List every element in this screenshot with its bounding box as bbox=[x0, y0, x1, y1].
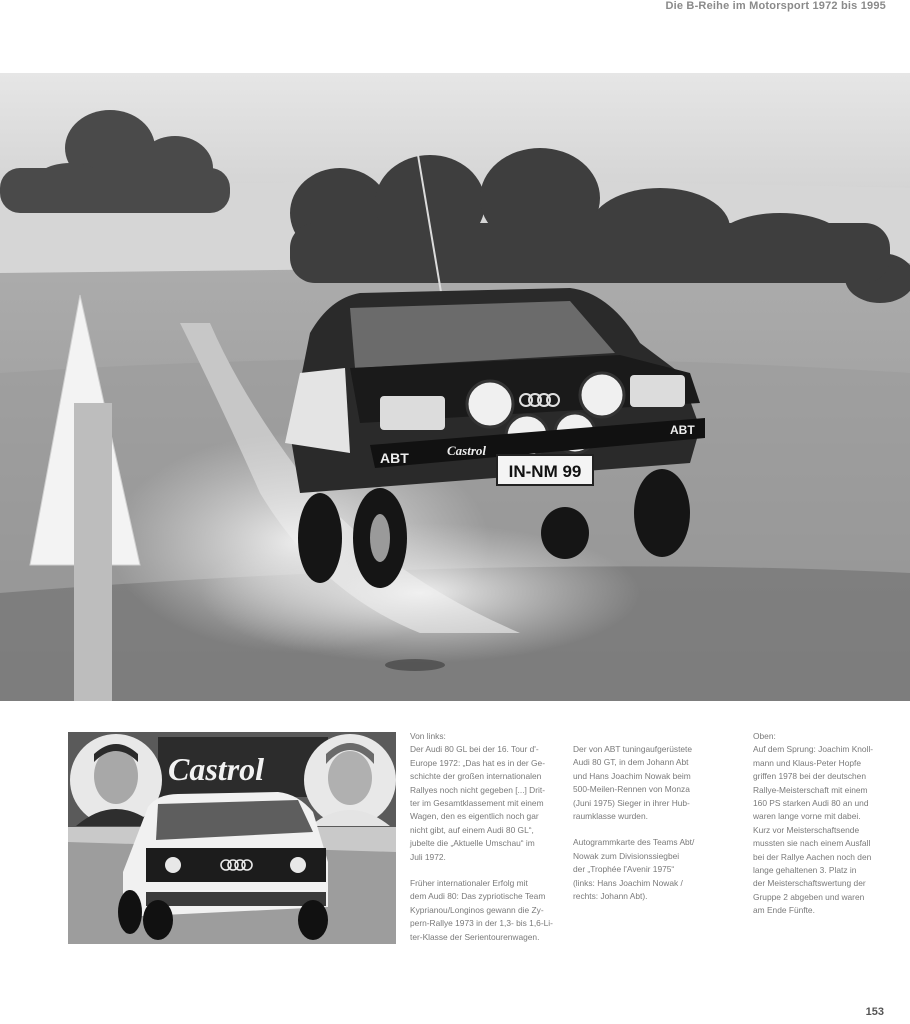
caption-zypern-rallye-1973: Früher internationaler Erfolg mit dem Audi 80: Das zypriotische Team Kyprianou/Longinos gewann die Zy- pern-Rallye 1973 in der 1,3- bis 1,6-Li- ter-Klasse der Serientourenwagen. bbox=[410, 878, 553, 942]
running-head: Die B-Reihe im Motorsport 1972 bis 1995 bbox=[665, 0, 886, 12]
sponsor-abt-left: ABT bbox=[380, 450, 409, 466]
hero-photo-illustration bbox=[0, 73, 910, 701]
caption-column-1 bbox=[410, 730, 560, 944]
portrait-right bbox=[304, 734, 396, 826]
inset-photo-autograph-card bbox=[68, 732, 396, 944]
caption-tour-europe-1972: Von links: Der Audi 80 GL bei der 16. Tour d'- Europe 1972: „Das hat es in der Ge- schichte der großen internationalen Rallyes noch nicht gegeben [...] Drit- ter im Gesamtklassement mit einem Wagen, den es eigentlich noch gar nicht gibt, auf einem Audi 80 GL“, jubelte die „Aktuelle Umschau“ im Juli 1972. bbox=[410, 731, 546, 862]
caption-column-3 bbox=[753, 730, 893, 918]
inset-photo-illustration bbox=[68, 732, 396, 944]
caption-hero-photo: Oben: Auf dem Sprung: Joachim Knoll- mann und Klaus-Peter Hopfe griffen 1978 bei der deutschen Rallye-Meisterschaft mit einem 160 PS starken Audi 80 an und waren lange vorne mit dabei. Kurz vor Meisterschaftsende mussten sie nach einem Ausfall bei der Rallye Aachen noch den lange gehaltenen 3. Platz in der Meisterschaftswertung der Gruppe 2 abgeben und waren am Ende Fünfte. bbox=[753, 731, 874, 916]
caption-autograph-card: Autogrammkarte des Teams Abt/ Nowak zum Divisionssiegbei der „Trophée l'Avenir 1975“ (links: Hans Joachim Nowak / rechts: Johann Abt). bbox=[573, 837, 695, 902]
caption-column-2 bbox=[573, 743, 723, 903]
sponsor-castrol: Castrol bbox=[447, 443, 487, 458]
hero-photo-rally-jump bbox=[0, 73, 910, 701]
license-plate: IN-NM 99 bbox=[508, 462, 582, 481]
page-number: 153 bbox=[865, 1006, 884, 1018]
caption-abt-monza-1975: Der von ABT tuningaufgerüstete Audi 80 GT, in dem Johann Abt und Hans Joachim Nowak beim 500-Meilen-Rennen von Monza (Juni 1975) Sieger in ihrer Hub- raumklasse wurden. bbox=[573, 744, 693, 822]
inset-banner-text: Castrol bbox=[168, 751, 265, 787]
sponsor-abt-right: ABT bbox=[670, 423, 695, 437]
